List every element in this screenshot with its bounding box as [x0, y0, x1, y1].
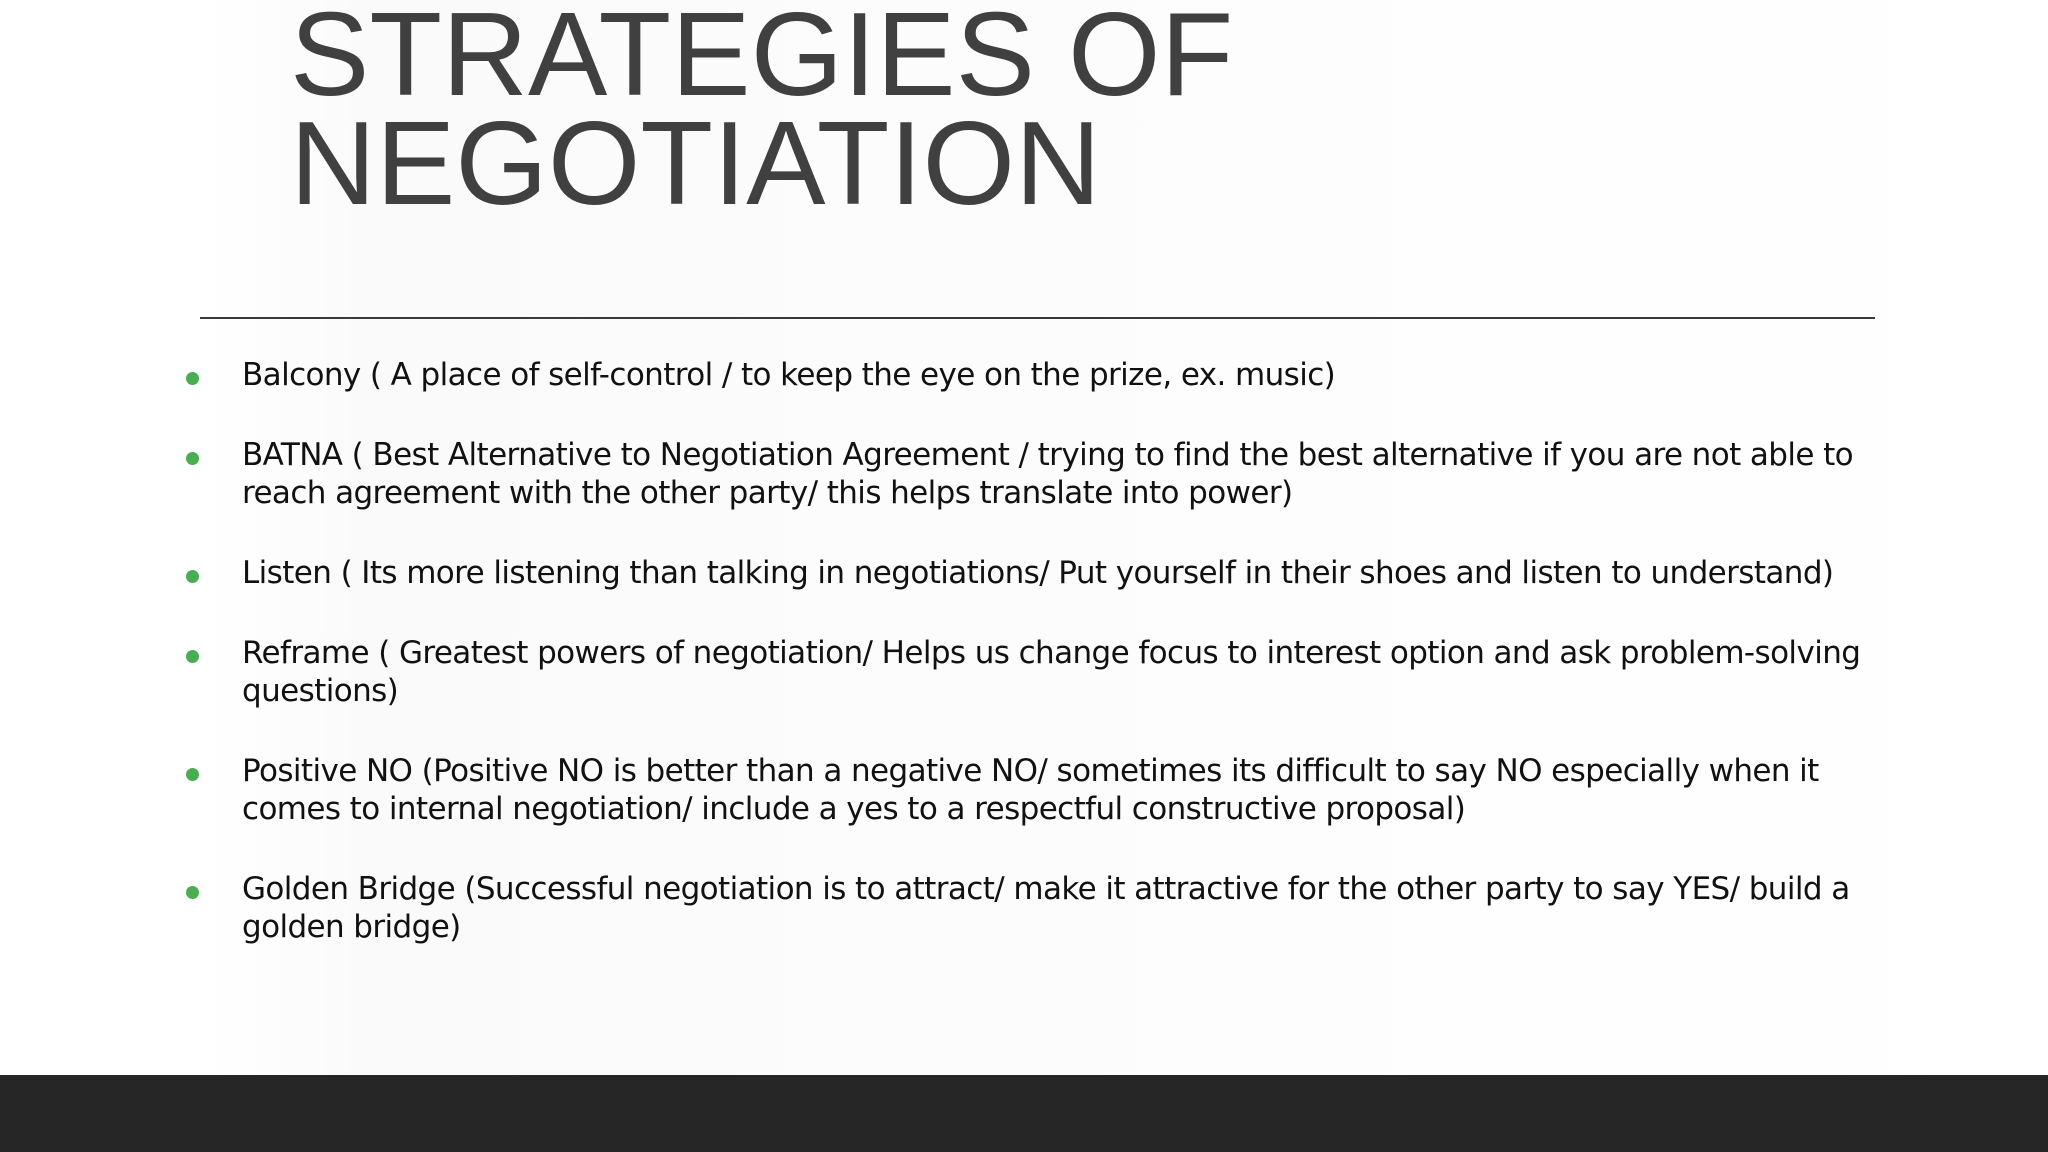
bullet-text: Positive NO (Positive NO is better than a negative NO/ sometimes its difficult to say NO especially when it comes to internal negotiation/ include a yes to a respectful constructive proposal)	[242, 753, 1819, 827]
bullet-dot-icon	[186, 650, 199, 663]
bullet-text: Reframe ( Greatest powers of negotiation/ Helps us change focus to interest option and ask problem-solving questions)	[242, 635, 1861, 709]
bullet-dot-icon	[186, 886, 199, 899]
bullet-dot-icon	[186, 768, 199, 781]
bullet-item-golden-bridge	[186, 870, 1866, 946]
bullet-text: Balcony ( A place of self-control / to keep the eye on the prize, ex. music)	[242, 357, 1336, 393]
bullet-item-positive-no	[186, 752, 1866, 828]
slide-title	[290, 0, 1234, 230]
bullet-text: BATNA ( Best Alternative to Negotiation Agreement / trying to find the best alternative if you are not able to reach agreement with the other party/ this helps translate into power)	[242, 437, 1854, 511]
footer-bar	[0, 1075, 2048, 1152]
title-divider	[200, 317, 1875, 319]
slide-title-line-2: NEGOTIATION	[290, 97, 1101, 230]
bullet-list	[186, 356, 1866, 988]
bullet-item-reframe	[186, 634, 1866, 710]
bullet-item-listen	[186, 554, 1866, 592]
bullet-item-balcony	[186, 356, 1866, 394]
bullet-dot-icon	[186, 372, 199, 385]
bullet-text: Listen ( Its more listening than talking in negotiations/ Put yourself in their shoes and listen to understand)	[242, 555, 1834, 591]
bullet-text: Golden Bridge (Successful negotiation is to attract/ make it attractive for the other party to say YES/ build a golden bridge)	[242, 871, 1850, 945]
slide-title-line-1: STRATEGIES OF	[290, 0, 1234, 121]
bullet-item-batna	[186, 436, 1866, 512]
bullet-dot-icon	[186, 452, 199, 465]
bullet-dot-icon	[186, 570, 199, 583]
